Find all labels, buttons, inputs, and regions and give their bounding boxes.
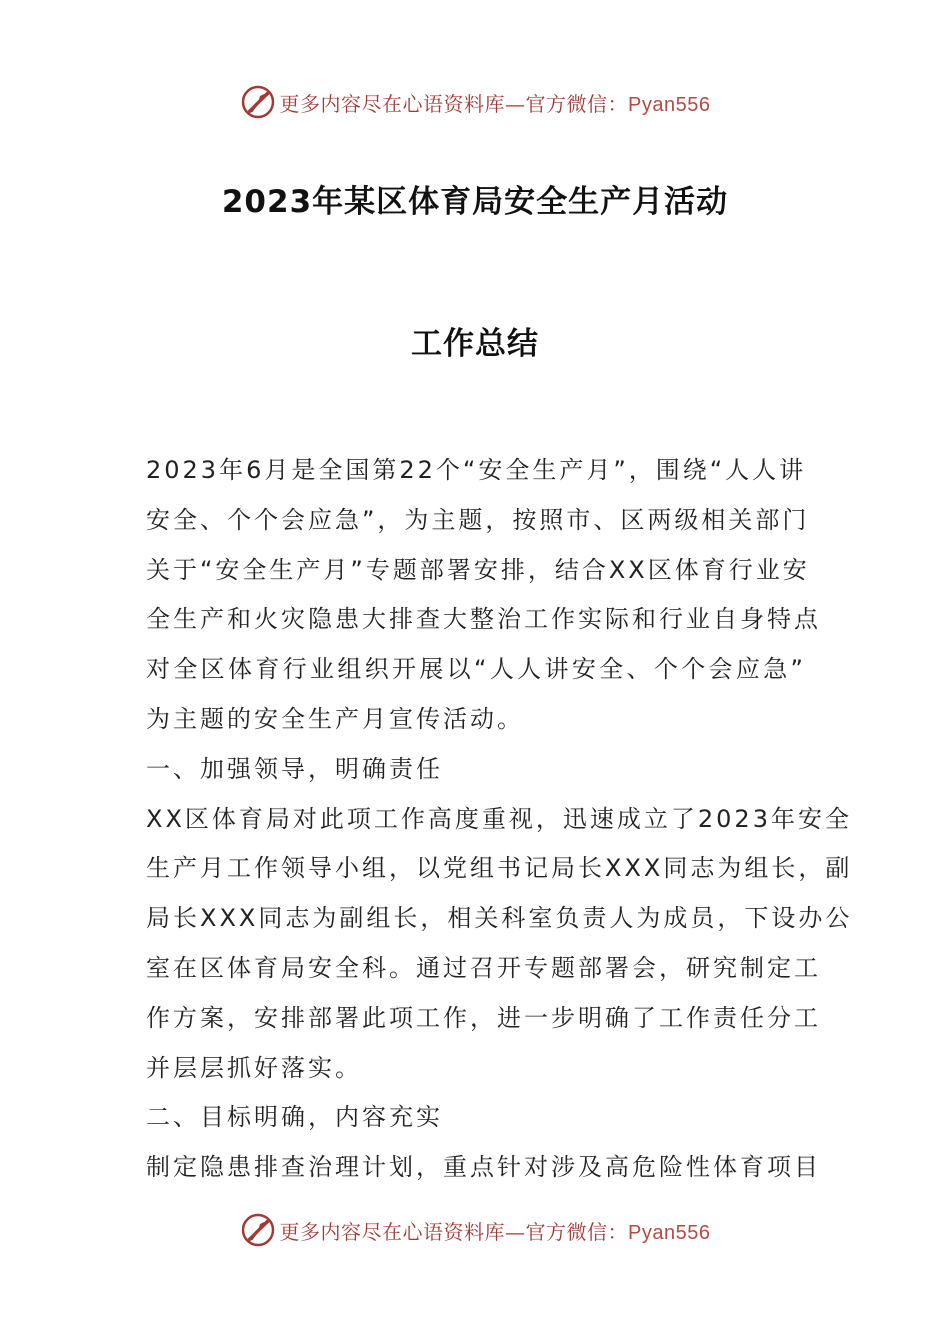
body-line: 局长XXX同志为副组长，相关科室负责人为成员，下设办公: [146, 904, 853, 933]
body-line: 制定隐患排查治理计划，重点针对涉及高危险性体育项目: [146, 1153, 821, 1182]
footer-banner: [0, 1208, 950, 1252]
banner-text: 更多内容尽在心语资料库—官方微信：Pyan556: [279, 91, 711, 116]
quill-logo-icon: [240, 84, 276, 120]
section-heading: 一、加强领导，明确责任: [146, 754, 443, 783]
quill-logo-icon: [240, 1212, 276, 1248]
body-line: 并层层抓好落实。: [146, 1053, 362, 1082]
body-line: 安全、个个会应急”，为主题，按照市、区两级相关部门: [146, 505, 810, 534]
body-line: 生产月工作领导小组，以党组书记局长XXX同志为组长，副: [146, 854, 853, 883]
body-line: 对全区体育行业组织开展以“人人讲安全、个个会应急”: [146, 655, 806, 684]
banner-text: 更多内容尽在心语资料库—官方微信：Pyan556: [279, 1219, 711, 1244]
header-banner: [0, 80, 950, 124]
document-title-line-2: 工作总结: [411, 326, 539, 362]
document-title-line-1: 2023年某区体育局安全生产月活动: [221, 184, 729, 220]
document-body: [146, 446, 853, 1193]
section-heading: 二、目标明确，内容充实: [146, 1103, 443, 1132]
body-line: 为主题的安全生产月宣传活动。: [146, 704, 524, 733]
body-line: 全生产和火灾隐患大排查大整治工作实际和行业自身特点: [146, 605, 821, 634]
body-line: 2023年6月是全国第22个“安全生产月”，围绕“人人讲: [146, 456, 807, 484]
body-line: 关于“安全生产月”专题部署安排，结合XX区体育行业安: [146, 555, 810, 584]
body-line: 作方案，安排部署此项工作，进一步明确了工作责任分工: [146, 1003, 821, 1032]
body-line: 室在区体育局安全科。通过召开专题部署会，研究制定工: [146, 953, 821, 982]
body-line: XX区体育局对此项工作高度重视，迅速成立了2023年安全: [146, 804, 852, 833]
